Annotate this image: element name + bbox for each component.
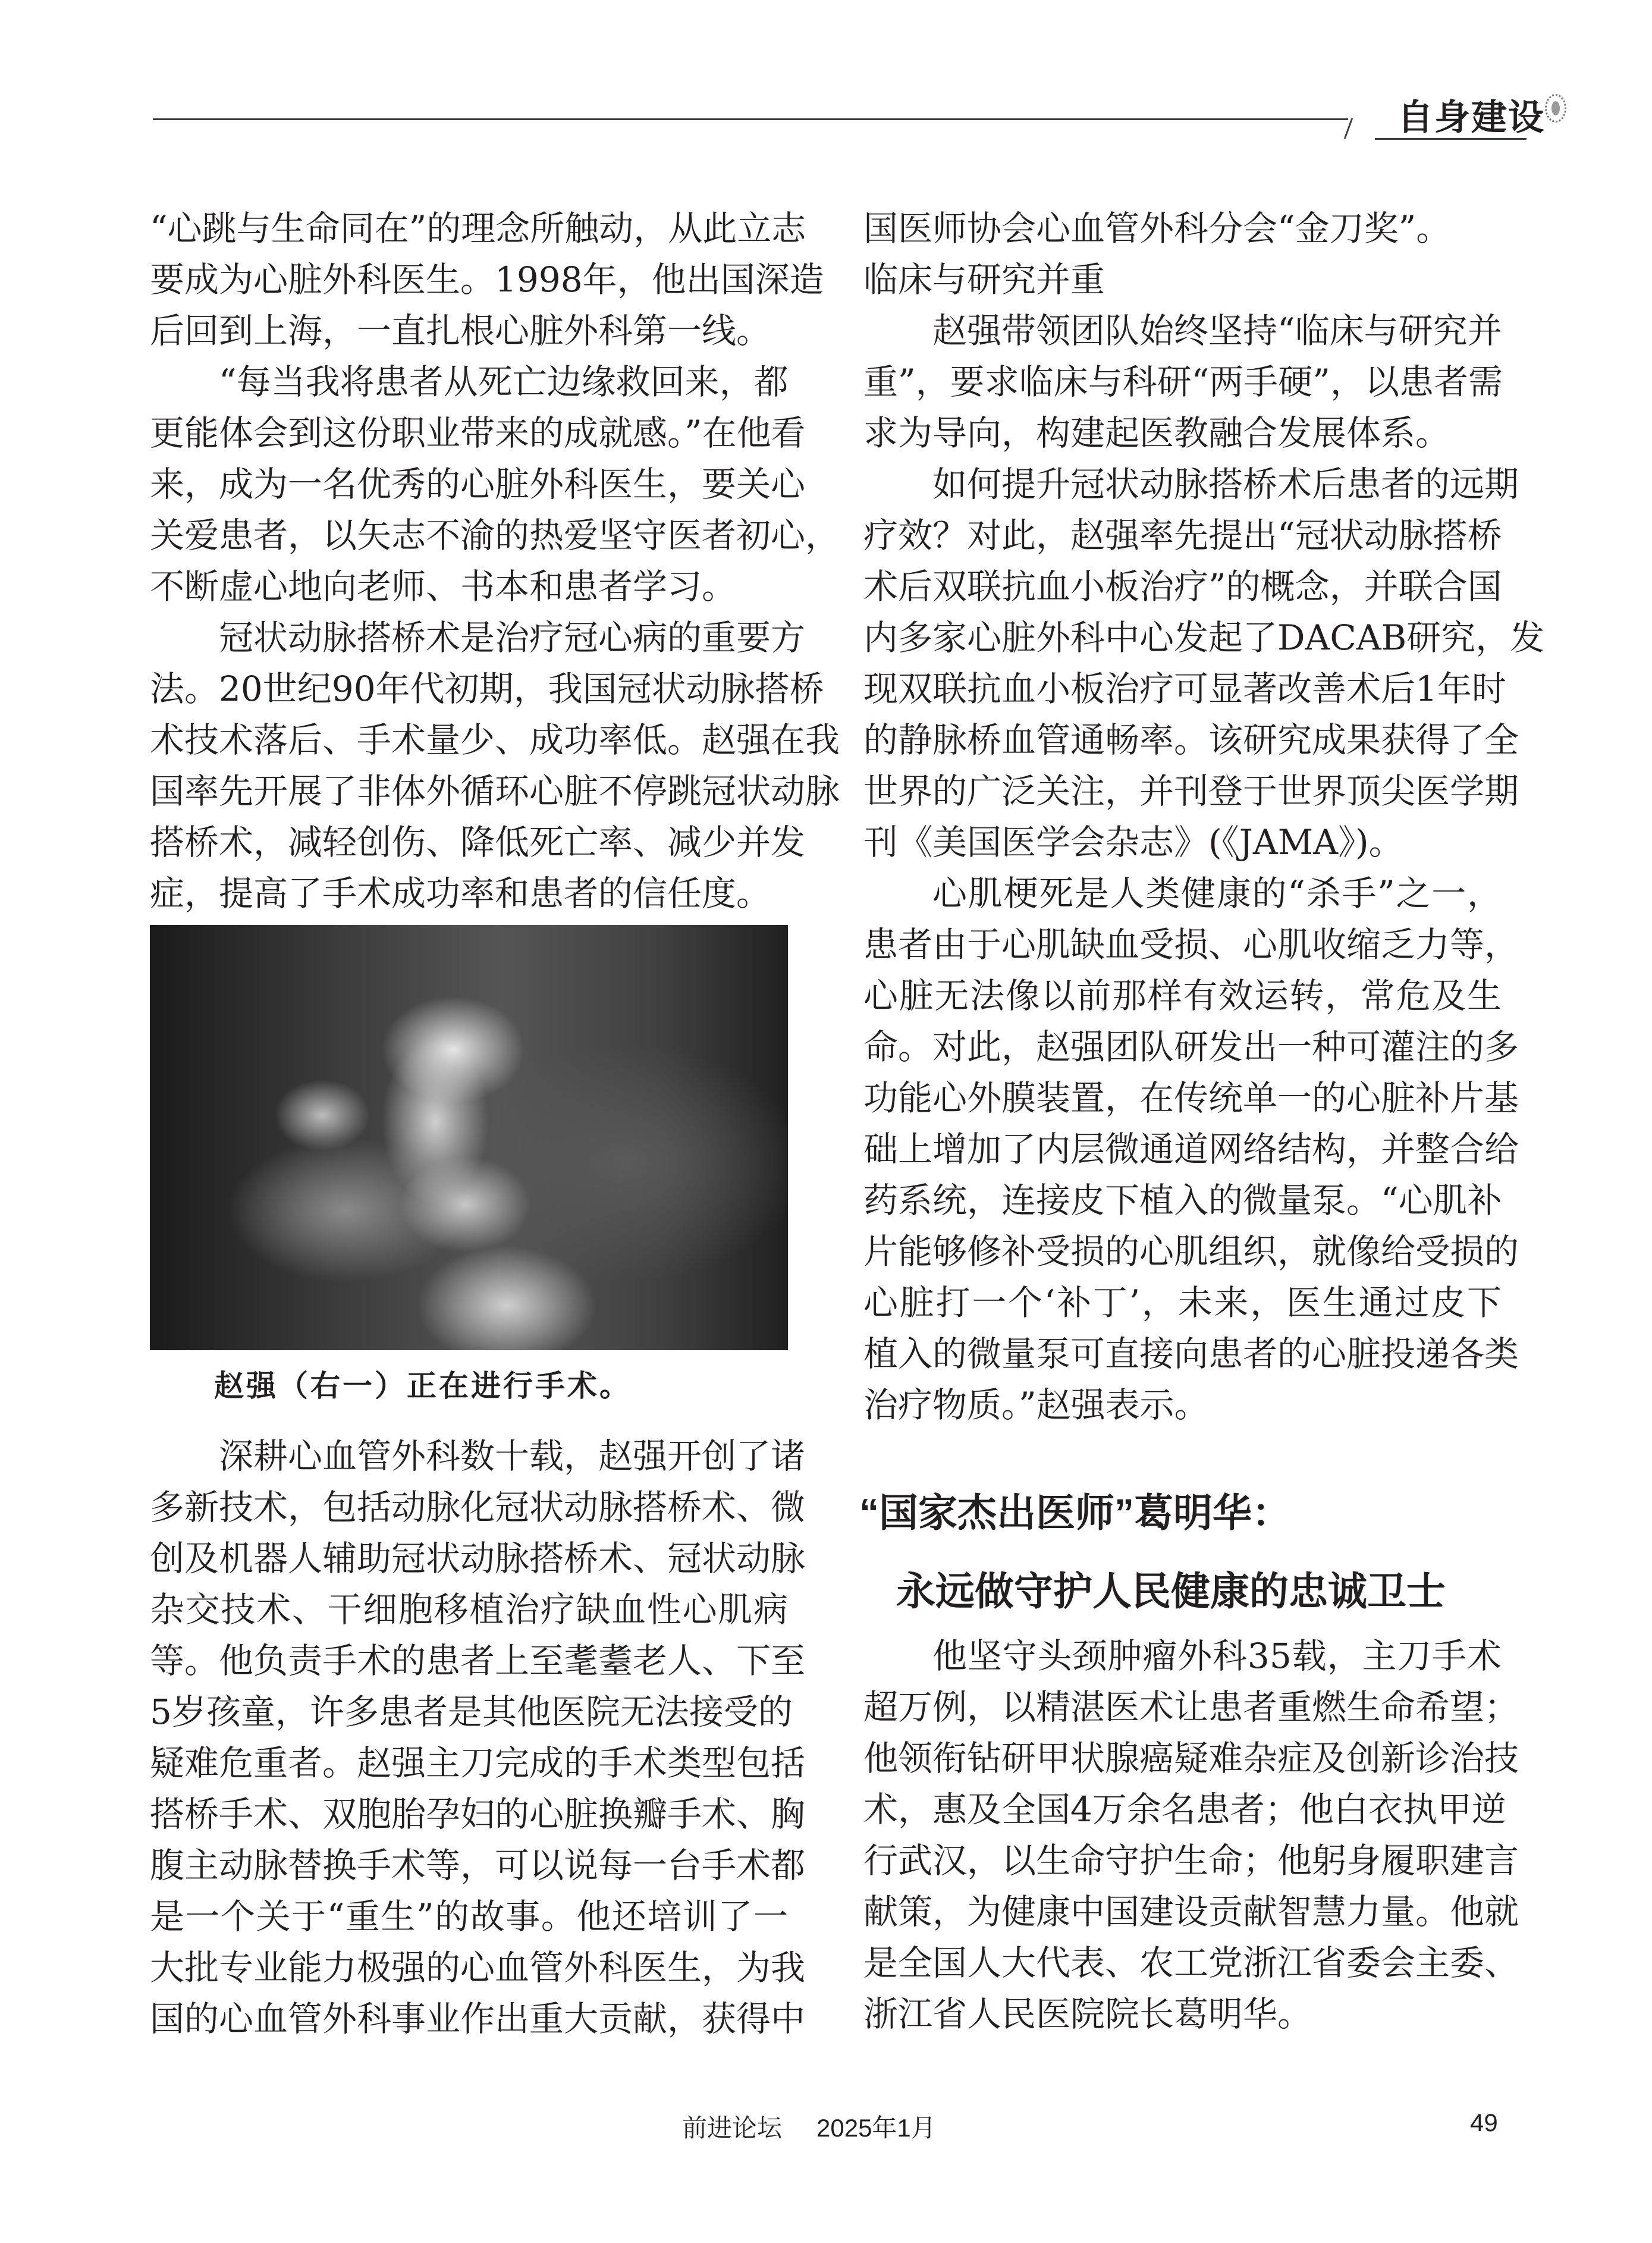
paragraph-line: 深耕心血管外科数十载，赵强开创了诸 (219, 1436, 806, 1476)
paragraph-line: 础上增加了内层微通道网络结构，并整合给 (863, 1129, 1519, 1169)
paragraph-line: 心肌梗死是人类健康的“杀手”之一， (932, 873, 1502, 914)
paragraph-line: 心脏打一个‘补丁’，未来，医生通过皮下 (863, 1282, 1502, 1323)
footer-publication: 前进论坛 (682, 2114, 783, 2142)
paragraph-line: 关爱患者，以矢志不渝的热爱坚守医者初心， (150, 515, 840, 556)
surgery-photo (150, 925, 788, 1350)
paragraph-line: 国医师协会心血管外科分会“金刀奖”。 (863, 208, 1451, 249)
paragraph-line: 植入的微量泵可直接向患者的心脏投递各类 (863, 1334, 1519, 1374)
paragraph-line: 心脏无法像以前那样有效运转，常危及生 (863, 975, 1502, 1016)
paragraph-line: 术，惠及全国4万余名患者；他白衣执甲逆 (863, 1789, 1506, 1830)
paragraph-line: 不断虚心地向老师、书本和患者学习。 (150, 566, 737, 607)
paragraph-line: 命。对此，赵强团队研发出一种可灌注的多 (863, 1027, 1519, 1067)
paragraph-line: 超万例，以精湛医术让患者重燃生命希望； (863, 1687, 1519, 1727)
paragraph-line: 重”，要求临床与科研“两手硬”，以患者需 (863, 362, 1503, 402)
paragraph-line: 杂交技术、干细胞移植治疗缺血性心肌病 (150, 1589, 788, 1630)
paragraph-line: 大批专业能力极强的心血管外科医生，为我 (150, 1947, 806, 1988)
section-title: 自身建设 (1397, 98, 1545, 137)
paragraph-line: 现双联抗血小板治疗可显著改善术后1年时 (863, 669, 1506, 709)
paragraph-line: 内多家心脏外科中心发起了DACAB研究，发 (863, 617, 1545, 658)
paragraph-line: 等。他负责手术的患者上至耄耋老人、下至 (150, 1640, 806, 1681)
header-rule-step (1344, 118, 1353, 139)
paragraph-line: 国率先开展了非体外循环心脏不停跳冠状动脉 (150, 771, 840, 811)
paragraph-line: 献策，为健康中国建设贡献智慧力量。他就 (863, 1891, 1519, 1932)
paragraph-line: “心跳与生命同在”的理念所触动，从此立志 (150, 208, 806, 249)
paragraph-line: 国的心血管外科事业作出重大贡献，获得中 (150, 1999, 806, 2039)
paragraph-line: 刊《美国医学会杂志》(《JAMA》)。 (863, 822, 1403, 862)
paragraph-line: 5岁孩童，许多患者是其他医院无法接受的 (150, 1692, 793, 1732)
paragraph-line: 后回到上海，一直扎根心脏外科第一线。 (150, 310, 771, 351)
paragraph-line: 是全国人大代表、农工党浙江省委会主委、 (863, 1943, 1519, 1983)
paragraph-line: 搭桥术，减轻创伤、降低死亡率、减少并发 (150, 822, 806, 862)
paragraph-line: 浙江省人民医院院长葛明华。 (863, 1994, 1312, 2034)
bullseye-icon (1545, 94, 1566, 123)
paragraph-line: 世界的广泛关注，并刊登于世界顶尖医学期 (863, 771, 1519, 811)
paragraph-line: 术后双联抗血小板治疗”的概念，并联合国 (863, 566, 1502, 607)
left-column-bottom (150, 1430, 806, 2044)
photo-caption: 赵强（右一）正在进行手术。 (214, 1368, 632, 1403)
paragraph-line: 他领衔钻研甲状腺癌疑难杂症及创新诊治技 (863, 1738, 1519, 1778)
paragraph-line: 法。20世纪90年代初期，我国冠状动脉搭桥 (150, 669, 824, 709)
paragraph-line: 患者由于心肌缺血受损、心肌收缩乏力等， (863, 924, 1519, 965)
footer-issue-date: 2025年1月 (816, 2114, 936, 2142)
paragraph-line: 疗效？对此，赵强率先提出“冠状动脉搭桥 (863, 515, 1502, 556)
paragraph-line: 行武汉，以生命守护生命；他躬身履职建言 (863, 1840, 1519, 1881)
paragraph-line: 来，成为一名优秀的心脏外科医生，要关心 (150, 464, 806, 504)
paragraph-line: 冠状动脉搭桥术是治疗冠心病的重要方 (219, 617, 806, 658)
right-column-bottom (863, 1630, 1519, 2040)
paragraph-line: 疑难危重者。赵强主刀完成的手术类型包括 (150, 1743, 806, 1783)
article-title-line1: “国家杰出医师”葛明华： (859, 1491, 1291, 1535)
header-rule (153, 118, 1348, 120)
paragraph-line: 更能体会到这份职业带来的成就感。”在他看 (150, 413, 806, 453)
paragraph-line: 创及机器人辅助冠状动脉搭桥术、冠状动脉 (150, 1538, 806, 1579)
subheading: 临床与研究并重 (863, 259, 1105, 300)
paragraph-line: 求为导向，构建起医教融合发展体系。 (863, 413, 1450, 453)
left-column-top (150, 203, 840, 919)
paragraph-line: 腹主动脉替换手术等，可以说每一台手术都 (150, 1845, 806, 1886)
paragraph-line: 是一个关于“重生”的故事。他还培训了一 (150, 1896, 788, 1937)
paragraph-line: 症，提高了手术成功率和患者的信任度。 (150, 873, 771, 914)
paragraph-line: 他坚守头颈肿瘤外科35载，主刀手术 (932, 1636, 1502, 1676)
paragraph-line: 多新技术，包括动脉化冠状动脉搭桥术、微 (150, 1487, 806, 1527)
article-title-line2: 永远做守护人民健康的忠诚卫士 (896, 1569, 1446, 1613)
paragraph-line: 赵强带领团队始终坚持“临床与研究并 (932, 310, 1502, 351)
paragraph-line: 要成为心脏外科医生。1998年，他出国深造 (150, 259, 824, 300)
paragraph-line: 搭桥手术、双胞胎孕妇的心脏换瓣手术、胸 (150, 1794, 806, 1834)
paragraph-line: 片能够修补受损的心肌组织，就像给受损的 (863, 1231, 1519, 1272)
paragraph-line: 术技术落后、手术量少、成功率低。赵强在我 (150, 720, 840, 760)
page-number: 49 (1470, 2109, 1498, 2137)
paragraph-line: 治疗物质。”赵强表示。 (863, 1385, 1209, 1425)
paragraph-line: 如何提升冠状动脉搭桥术后患者的远期 (932, 464, 1519, 504)
paragraph-line: “每当我将患者从死亡边缘救回来，都 (219, 362, 789, 402)
paragraph-line: 功能心外膜装置，在传统单一的心脏补片基 (863, 1078, 1519, 1118)
paragraph-line: 药系统，连接皮下植入的微量泵。“心肌补 (863, 1180, 1502, 1221)
paragraph-line: 的静脉桥血管通畅率。该研究成果获得了全 (863, 720, 1519, 760)
right-column-top (863, 203, 1545, 1430)
